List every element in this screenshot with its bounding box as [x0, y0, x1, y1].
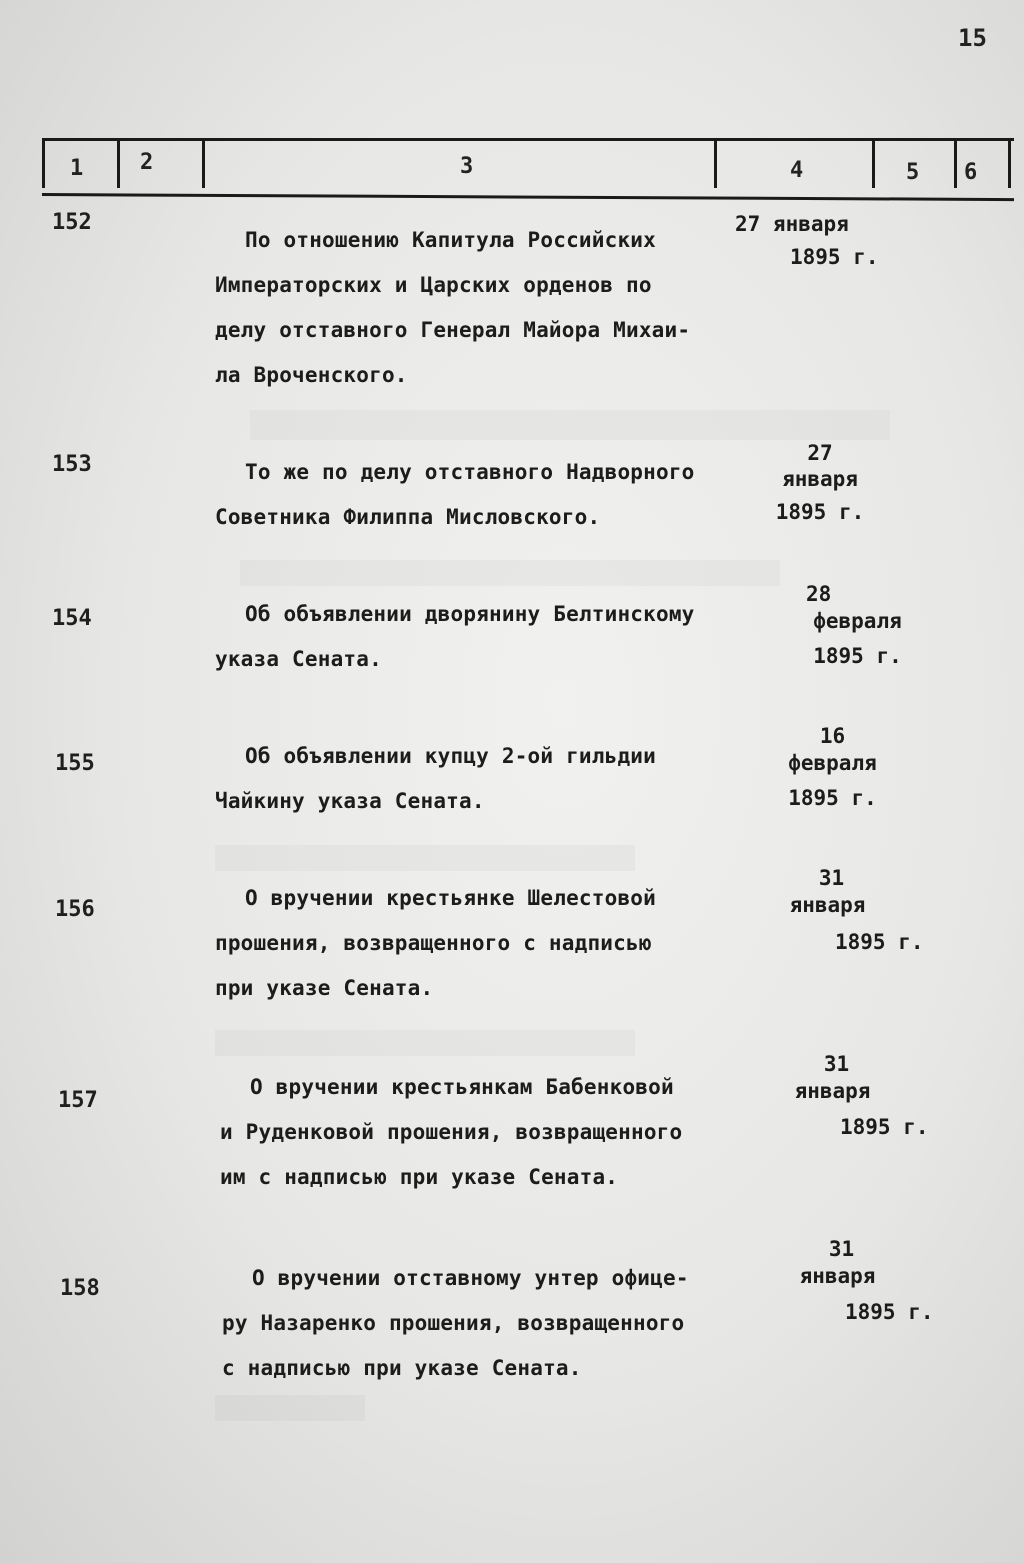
entry-date-year: 1895 г.	[835, 930, 924, 954]
entry-date-day: 31	[828, 1237, 855, 1261]
entry-date-year: 1895 г.	[775, 500, 865, 524]
entry-date	[775, 864, 924, 966]
entry-number: 158	[60, 1276, 100, 1301]
entry-date-month: февраля	[788, 751, 877, 775]
header-divider	[872, 138, 875, 188]
bleed-through-texture	[240, 560, 780, 586]
entry-description: По отношению Капитула Российских Императорских и Царских орденов по делу отставного Генерал Майора Михаи- ла Вроченского.	[215, 228, 691, 387]
header-divider	[1008, 138, 1011, 188]
entry-date-year: 1895 г.	[845, 1300, 934, 1324]
column-number-3: 3	[460, 154, 474, 179]
entry-description: О вручении отставному унтер офице- ру Назаренко прошения, возвращенного с надписью при указе Сената.	[222, 1266, 689, 1380]
entry-date-day: 27 января	[735, 212, 849, 236]
entry-date-day: 16	[819, 724, 846, 748]
entry-number: 156	[55, 897, 95, 922]
header-divider	[202, 138, 205, 188]
header-divider	[954, 138, 957, 188]
column-header-table	[42, 138, 1014, 188]
column-number-1: 1	[70, 156, 84, 181]
entry-description: О вручении крестьянкам Бабенковой и Руденковой прошения, возвращенного им с надписью при указе Сената.	[220, 1075, 683, 1189]
page-number: 15	[958, 24, 987, 52]
entry-date-month: января	[799, 1264, 876, 1288]
entry-number: 152	[52, 210, 92, 235]
column-number-6: 6	[964, 160, 978, 185]
entry-date	[775, 722, 890, 820]
entry-number: 154	[52, 606, 92, 631]
entry-date-day: 27	[807, 441, 833, 465]
entry-date-month: января	[782, 467, 858, 491]
entry-date-month: января	[794, 1079, 871, 1103]
entry-date-month: января	[789, 893, 866, 917]
entry-description: Об объявлении дворянину Белтинскому указа Сената.	[215, 602, 695, 671]
entry-date	[785, 1235, 934, 1335]
entry-number: 153	[52, 452, 92, 477]
column-number-4: 4	[790, 158, 804, 183]
entry-description: О вручении крестьянке Шелестовой прошения, возвращенного с надписью при указе Сената.	[215, 886, 656, 1000]
entry-date-month: февраля	[813, 609, 902, 633]
entry-date-year: 1895 г.	[790, 245, 879, 269]
bleed-through-texture	[250, 410, 890, 440]
column-number-2: 2	[140, 150, 154, 175]
header-divider	[117, 138, 120, 188]
entry-date	[735, 208, 895, 274]
entry-date-day: 31	[818, 866, 845, 890]
header-bottom-rule	[42, 193, 1014, 201]
header-divider	[42, 138, 45, 188]
entry-date-year: 1895 г.	[840, 1115, 929, 1139]
entry-description: Об объявлении купцу 2-ой гильдии Чайкину указа Сената.	[215, 744, 656, 813]
entry-date-day: 28	[806, 582, 832, 606]
entry-date-year: 1895 г.	[813, 644, 902, 668]
entry-date-day: 31	[823, 1052, 850, 1076]
column-number-5: 5	[906, 160, 920, 185]
entry-date	[780, 1050, 929, 1150]
entry-date	[800, 580, 915, 678]
bleed-through-texture	[215, 1030, 635, 1056]
entry-date	[770, 440, 870, 532]
entry-number: 155	[55, 751, 95, 776]
bleed-through-texture	[215, 1395, 365, 1421]
header-top-rule	[42, 138, 1014, 141]
header-divider	[714, 138, 717, 188]
entry-number: 157	[58, 1088, 98, 1113]
bleed-through-texture	[215, 845, 635, 871]
entry-date-year: 1895 г.	[788, 786, 877, 810]
entry-description: То же по делу отставного Надворного Советника Филиппа Мисловского.	[215, 460, 695, 529]
